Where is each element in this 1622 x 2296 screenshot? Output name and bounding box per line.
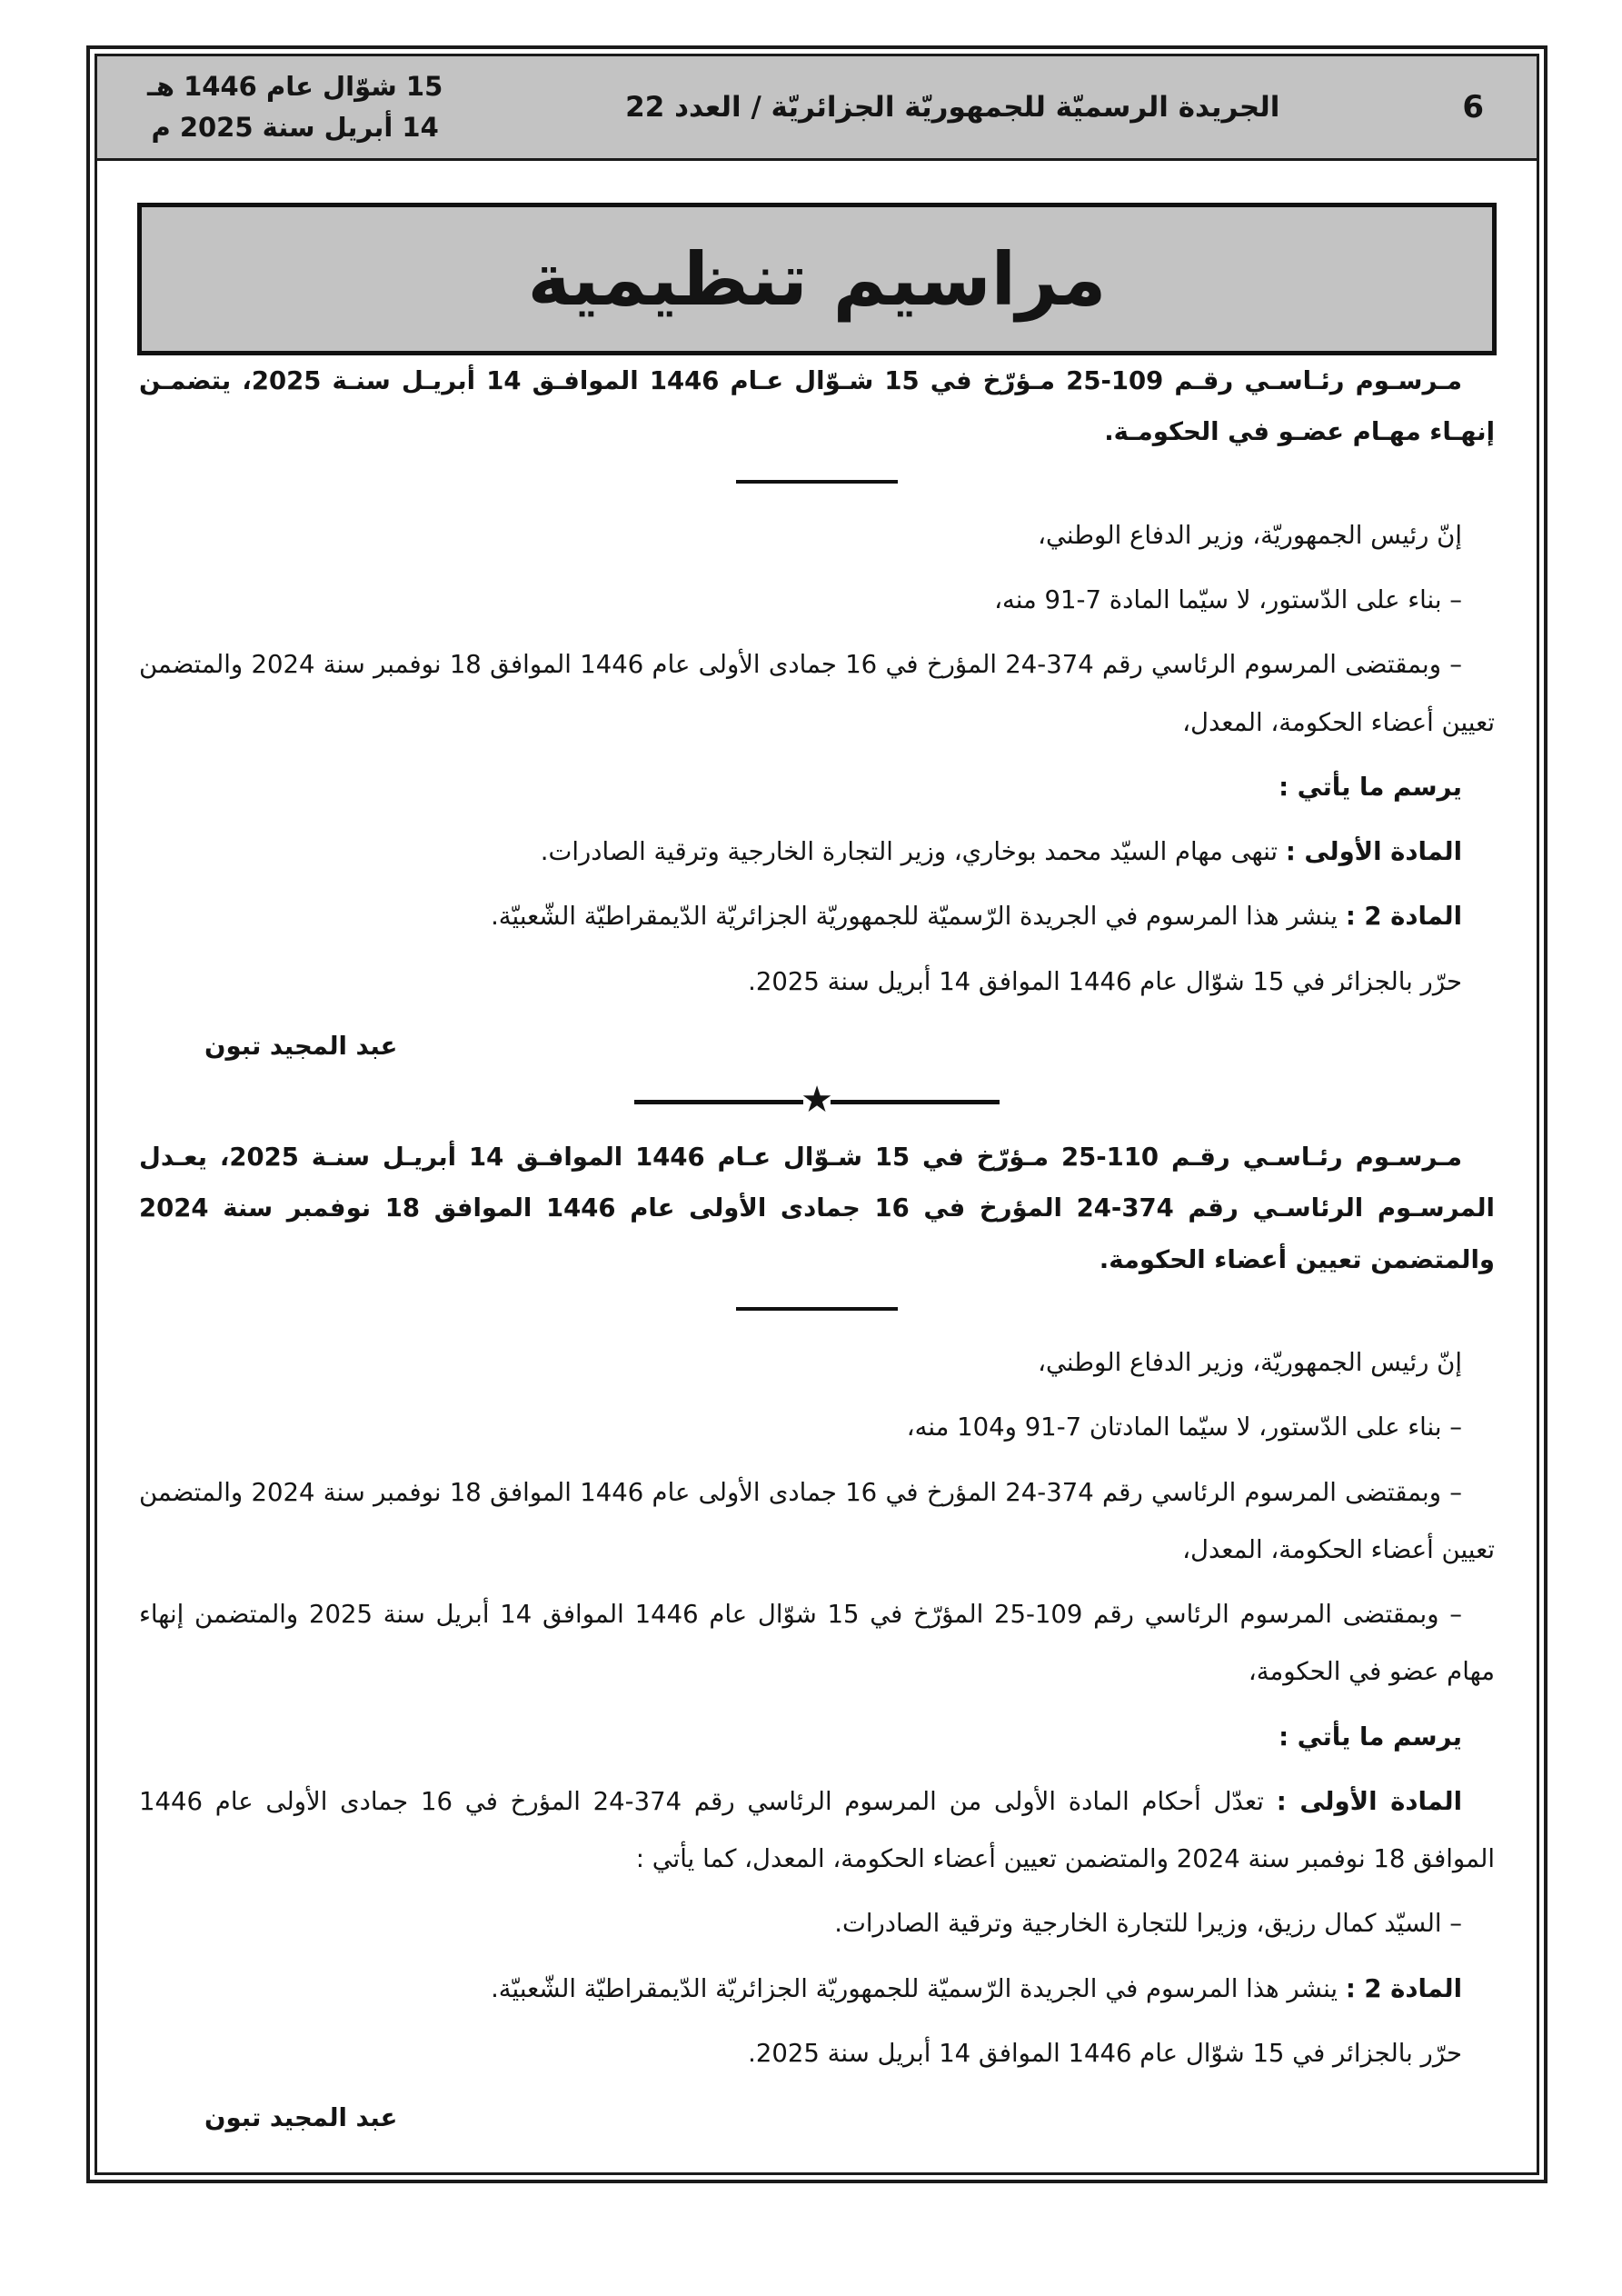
journal-title: الجريدة الرسميّة للجمهوريّة الجزائريّة / العدد 22 xyxy=(625,91,1280,124)
separator-line xyxy=(736,1307,898,1311)
article-text: ينشر هذا المرسوم في الجريدة الرّسميّة للجمهوريّة الجزائريّة الدّيمقراطيّة الشّعبيّة. xyxy=(491,902,1338,932)
decree-intro: إنّ رئيس الجمهوريّة، وزير الدفاع الوطني، xyxy=(1038,520,1462,550)
signature: عبد المجيد تبون xyxy=(204,1031,398,1061)
page-border-frame-inner xyxy=(95,54,1539,2175)
decree-visa: – بناء على الدّستور، لا سيّما المادتان 7-91 و104 منه، xyxy=(906,1413,1462,1442)
enacting-clause: يرسم ما يأتي : xyxy=(1279,1722,1462,1752)
decree-visa: – وبمقتضى المرسوم الرئاسي رقم 109-25 المؤرّخ في 15 شوّال عام 1446 الموافق 14 أبريل سنة 2025 والمتضمن إنهاء مهام عضو في الحكومة، xyxy=(139,1600,1495,1687)
decree-intro: إنّ رئيس الجمهوريّة، وزير الدفاع الوطني، xyxy=(1038,1348,1462,1378)
article xyxy=(139,1961,1495,2018)
article xyxy=(139,1773,1495,1889)
decree-title: مـرسـوم رئـاسـي رقـم 110-25 مـؤرّخ في 15 شـوّال عـام 1446 الموافـق 14 أبريـل سنـة 2025، يعـدل المرسـوم الرئاسـي رقم 374-24 المؤرخ في 16 جمادى الأولى عام 1446 الموافق 18 نوفمبر سنة 2024 والمتضمن تعيين أعضاء الحكومة. xyxy=(139,1143,1495,1274)
article-label: المادة 2 : xyxy=(1345,902,1462,932)
star-icon: ★ xyxy=(801,1079,833,1121)
separator-line xyxy=(831,1100,1000,1104)
page-content xyxy=(97,355,1537,2154)
article-text: ينشر هذا المرسوم في الجريدة الرّسميّة للجمهوريّة الجزائريّة الدّيمقراطيّة الشّعبيّة. xyxy=(491,1973,1338,2003)
section-title: مراسيم تنظيمية xyxy=(527,236,1107,322)
article-label: المادة الأولى : xyxy=(1285,837,1462,866)
page-header-bar xyxy=(97,56,1537,161)
decree-title: مـرسـوم رئـاسـي رقـم 109-25 مـؤرّخ في 15 شـوّال عـام 1446 الموافـق 14 أبريـل سنـة 2025، يتضمـن إنهـاء مهـام عضـو في الحكومـة. xyxy=(139,366,1495,447)
section-title-box xyxy=(137,203,1497,355)
date-gregorian: 14 أبريل سنة 2025 م xyxy=(151,112,439,143)
issue-dates xyxy=(97,66,443,148)
page-number: 6 xyxy=(1462,89,1484,125)
star-separator xyxy=(139,1079,1495,1121)
decree-visa: – وبمقتضى المرسوم الرئاسي رقم 374-24 المؤرخ في 16 جمادى الأولى عام 1446 الموافق 18 نوفمبر سنة 2024 والمتضمن تعيين أعضاء الحكومة، المعدل، xyxy=(139,650,1495,737)
page-border-frame xyxy=(86,45,1547,2183)
decree-visa: – بناء على الدّستور، لا سيّما المادة 7-91 منه، xyxy=(994,585,1462,614)
article-bullet: – السيّد كمال رزيق، وزيرا للتجارة الخارجية وترقية الصادرات. xyxy=(834,1909,1462,1939)
closing-line: حرّر بالجزائر في 15 شوّال عام 1446 الموافق 14 أبريل سنة 2025. xyxy=(748,966,1462,996)
separator-line xyxy=(736,480,898,484)
article-text: تنهى مهام السيّد محمد بوخاري، وزير التجارة الخارجية وترقية الصادرات. xyxy=(540,837,1279,866)
date-hijri: 15 شوّال عام 1446 هـ xyxy=(147,71,443,103)
article xyxy=(139,824,1495,881)
article-text: تعدّل أحكام المادة الأولى من المرسوم الرئاسي رقم 374-24 المؤرخ في 16 جمادى الأولى عام 1446 الموافق 18 نوفمبر سنة 2024 والمتضمن تعيين أعضاء الحكومة، المعدل، كما يأتي : xyxy=(139,1786,1495,1874)
enacting-clause: يرسم ما يأتي : xyxy=(1279,772,1462,802)
article-label: المادة الأولى : xyxy=(1276,1786,1462,1816)
article xyxy=(139,888,1495,945)
decree-visa: – وبمقتضى المرسوم الرئاسي رقم 374-24 المؤرخ في 16 جمادى الأولى عام 1446 الموافق 18 نوفمبر سنة 2024 والمتضمن تعيين أعضاء الحكومة، المعدل، xyxy=(139,1477,1495,1564)
signature: عبد المجيد تبون xyxy=(204,2103,398,2133)
article-label: المادة 2 : xyxy=(1345,1973,1462,2003)
separator-line xyxy=(634,1100,803,1104)
closing-line: حرّر بالجزائر في 15 شوّال عام 1446 الموافق 14 أبريل سنة 2025. xyxy=(748,2038,1462,2068)
